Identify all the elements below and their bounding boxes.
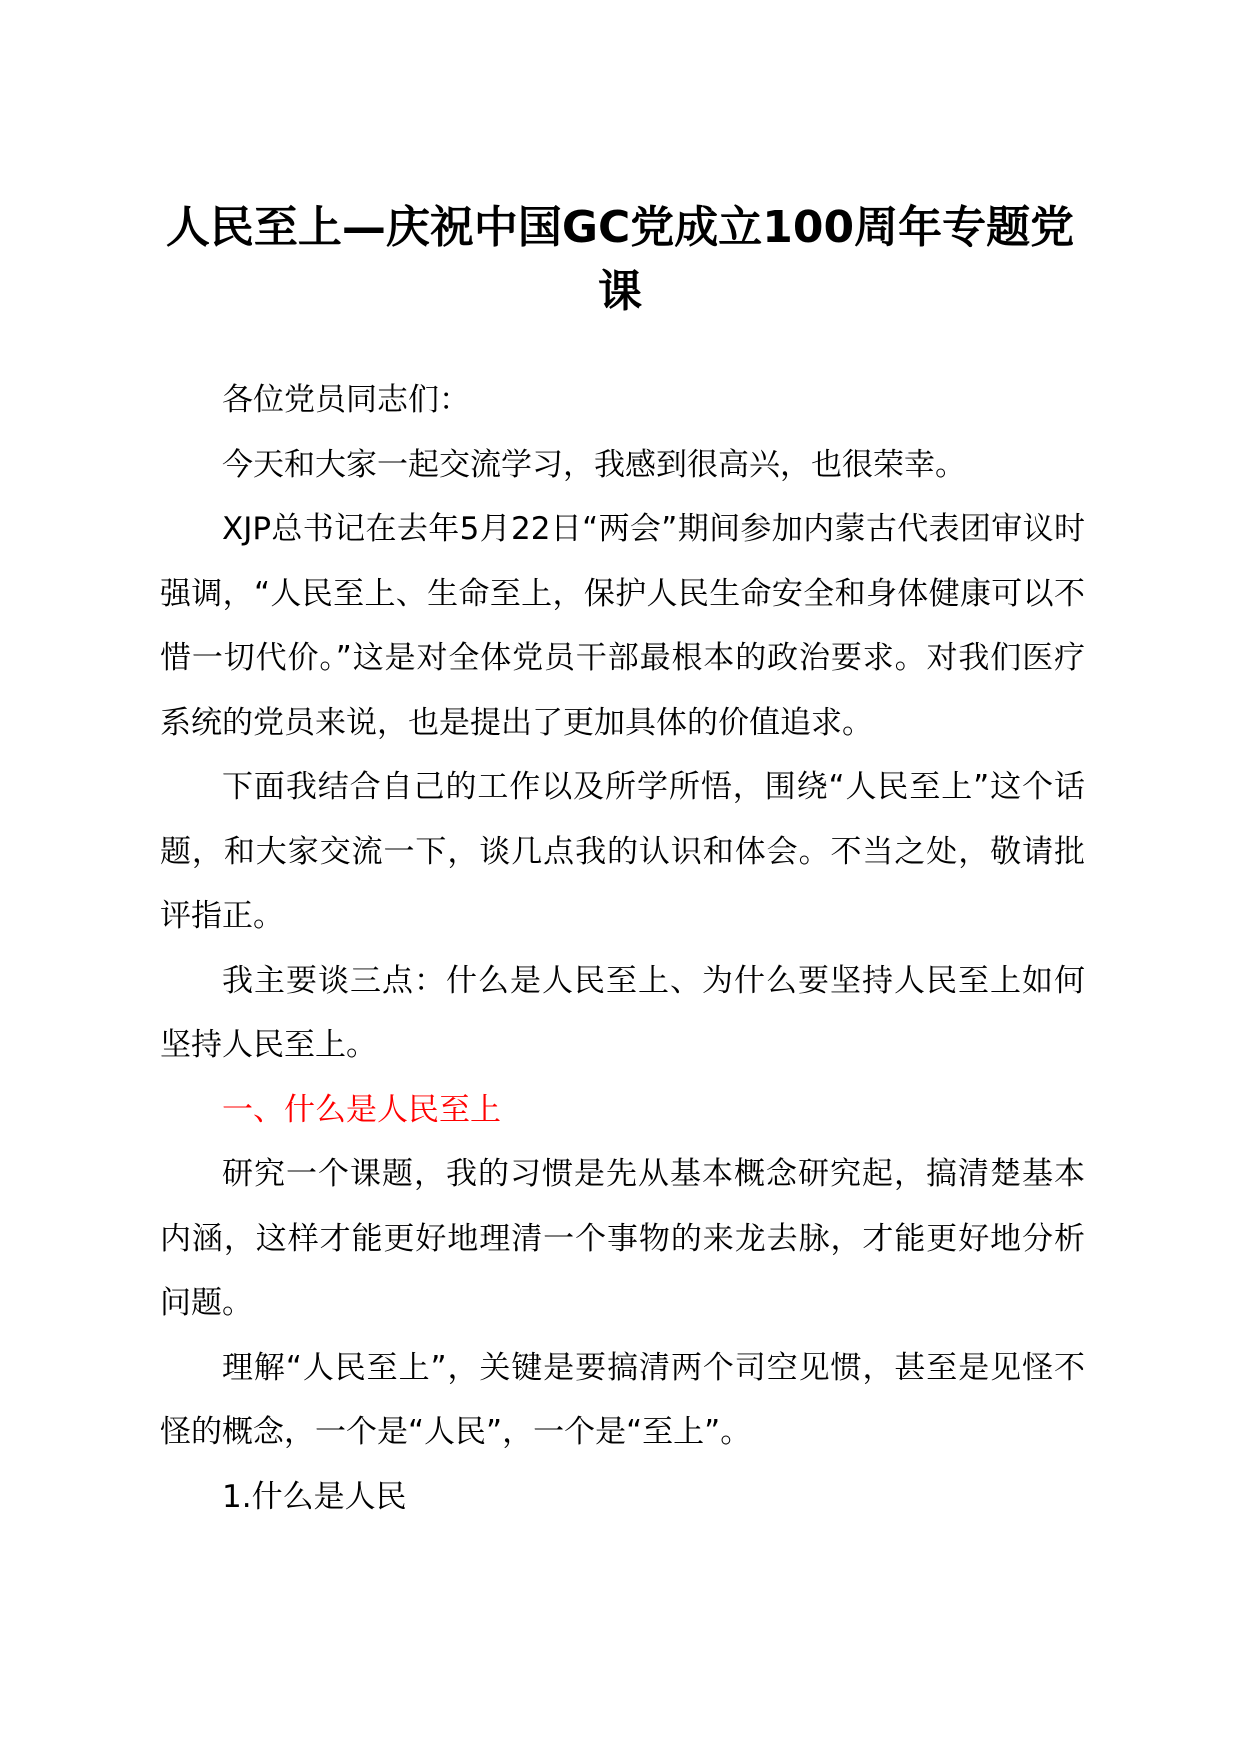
research-paragraph: 研究一个课题，我的习惯是先从基本概念研究起，搞清楚基本内涵，这样才能更好地理清一个事物的来龙去脉，才能更好地分析问题。 [160, 1156, 1085, 1321]
section-heading: 一、什么是人民至上 [222, 1091, 501, 1128]
intro-paragraph: 下面我结合自己的工作以及所学所悟，围绕“人民至上”这个话题，和大家交流一下，谈几点我的认识和体会。不当之处，敬请批评指正。 [160, 769, 1085, 934]
quote-paragraph: XJP总书记在去年5月22日“两会”期间参加内蒙古代表团审议时强调，“人民至上、生命至上，保护人民生命安全和身体健康可以不惜一切代价。”这是对全体党员干部最根本的政治要求。对我们医疗系统的党员来说，也是提出了更加具体的价值追求。 [160, 511, 1085, 741]
subsection-heading: 1.什么是人民 [222, 1478, 407, 1515]
outline-paragraph: 我主要谈三点：什么是人民至上、为什么要坚持人民至上如何坚持人民至上。 [160, 962, 1085, 1063]
understanding-paragraph: 理解“人民至上”，关键是要搞清两个司空见惯，甚至是见怪不怪的概念，一个是“人民”，一个是“至上”。 [160, 1349, 1085, 1450]
document-title: 人民至上—庆祝中国GC党成立100周年专题党课 [165, 202, 1075, 317]
document-body [160, 368, 1085, 1529]
opening-paragraph: 今天和大家一起交流学习，我感到很高兴，也很荣幸。 [222, 446, 966, 483]
salutation-paragraph: 各位党员同志们： [222, 382, 470, 418]
